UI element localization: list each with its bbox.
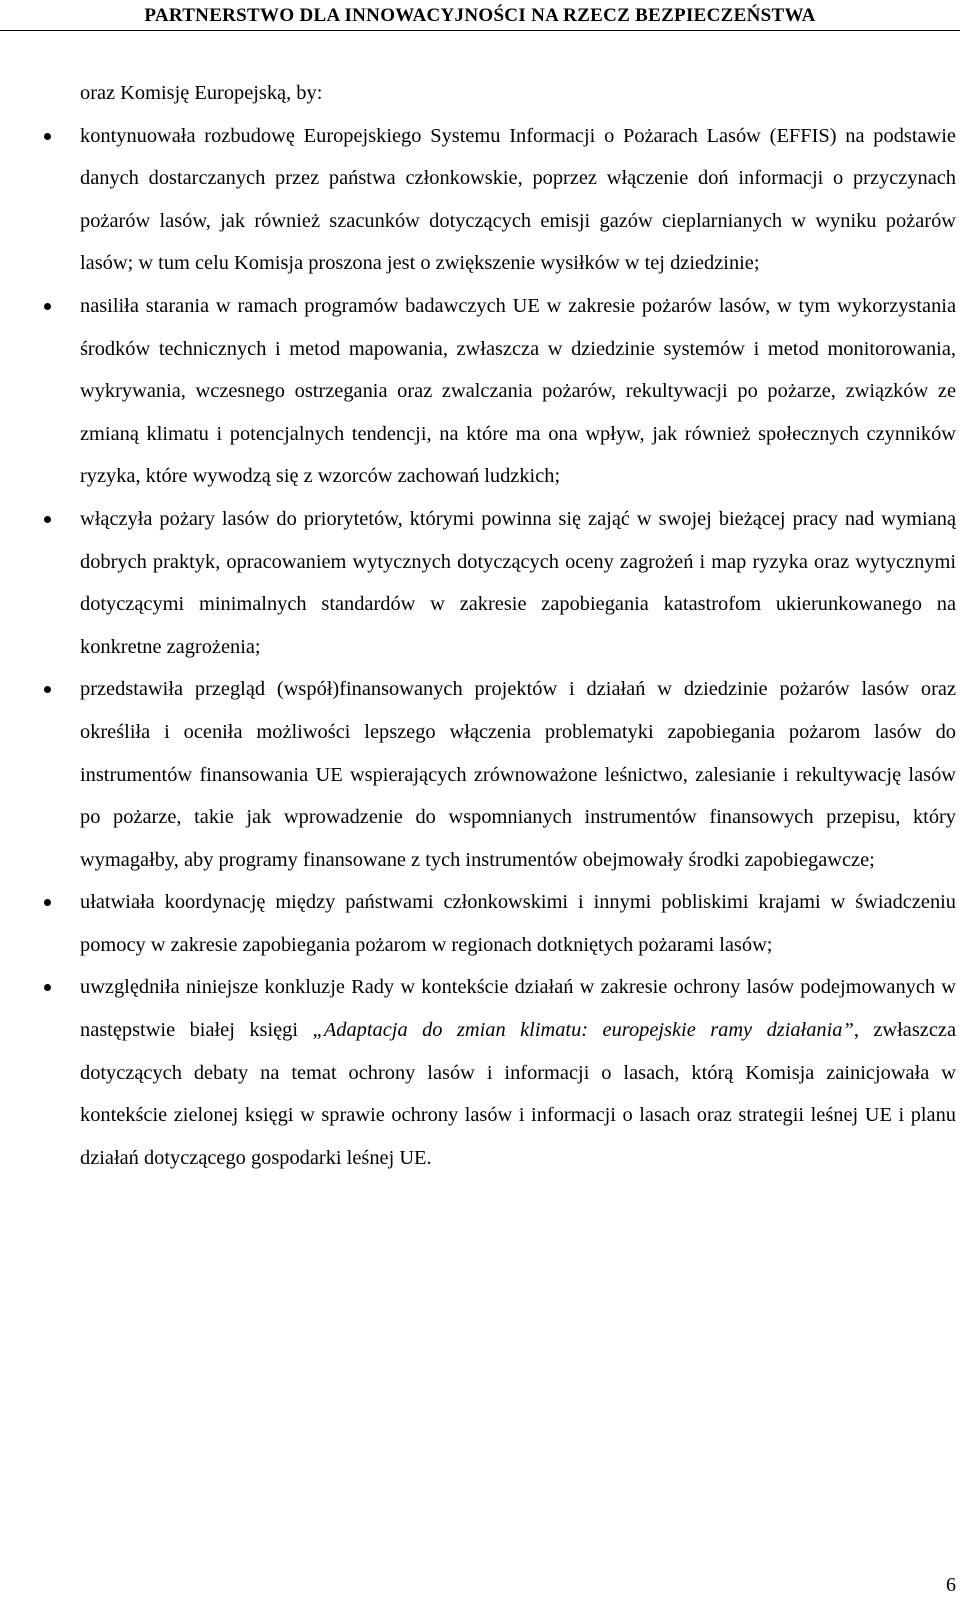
bullet-icon bbox=[44, 133, 51, 140]
list-item bbox=[80, 966, 956, 1179]
list-item bbox=[80, 285, 956, 498]
list-item bbox=[80, 115, 956, 285]
intro-paragraph: oraz Komisję Europejską, by: bbox=[80, 82, 323, 104]
bullet-icon bbox=[44, 686, 51, 693]
document-body bbox=[80, 72, 956, 1179]
list-item-text: włączyła pożary lasów do priorytetów, którymi powinna się zająć w swojej bieżącej pracy nad wymianą dobrych praktyk, opracowaniem wytycznych dotyczących oceny zagrożeń i map ryzyka oraz wytycznymi dotyczącymi minimalnych standardów w zakresie zapobiegania katastrofom ukierunkowanego na konkretne zagrożenia; bbox=[80, 507, 956, 658]
bullet-icon bbox=[44, 516, 51, 523]
list-item-text: przedstawiła przegląd (współ)finansowanych projektów i działań w dziedzinie pożarów lasów oraz określiła i oceniła możliwości lepszego włączenia problematyki zapobiegania pożarom lasów do instrumentów finansowania UE wspierających zrównoważone leśnictwo, zalesianie i rekultywację lasów po pożarze, takie jak wprowadzenie do wspomnianych instrumentów finansowych przepisu, który wymagałby, aby programy finansowane z tych instrumentów obejmowały środki zapobiegawcze; bbox=[80, 678, 956, 871]
book-title: „Adaptacja do zmian klimatu: europejskie ramy działania” bbox=[312, 1019, 854, 1042]
list-item-text-after: , zwłaszcza dotyczących debaty na temat ochrony lasów i informacji o lasach, którą Komisja zainicjowała w kontekście zielonej księgi w sprawie ochrony lasów i informacji o lasach oraz strategii leśnej UE i planu działań dotyczącego gospodarki leśnej UE. bbox=[80, 1019, 956, 1169]
list-item-text: ułatwiała koordynację między państwami członkowskimi i innymi pobliskimi krajami w świadczeniu pomocy w zakresie zapobiegania pożarom w regionach dotkniętych pożarami lasów; bbox=[80, 891, 956, 956]
bullet-list bbox=[80, 115, 956, 1180]
bullet-icon bbox=[44, 899, 51, 906]
page-number: 6 bbox=[946, 1574, 956, 1596]
bullet-icon bbox=[44, 303, 51, 310]
running-header: PARTNERSTWO DLA INNOWACYJNOŚCI NA RZECZ BEZPIECZEŃSTWA bbox=[144, 5, 816, 26]
list-item bbox=[80, 668, 956, 881]
bullet-icon bbox=[44, 984, 51, 991]
list-item-text: kontynuowała rozbudowę Europejskiego Systemu Informacji o Pożarach Lasów (EFFIS) na podstawie danych dostarczanych przez państwa członkowskie, poprzez włączenie doń informacji o przyczynach pożarów lasów, jak również szacunków dotyczących emisji gazów cieplarnianych w wyniku pożarów lasów; w tum celu Komisja proszona jest o zwiększenie wysiłków w tej dziedzinie; bbox=[80, 124, 956, 275]
list-item bbox=[80, 881, 956, 966]
header-divider bbox=[0, 30, 960, 31]
list-item-text: nasiliła starania w ramach programów badawczych UE w zakresie pożarów lasów, w tym wykorzystania środków technicznych i metod mapowania, zwłaszcza w dziedzinie systemów i metod monitorowania, wykrywania, wczesnego ostrzegania oraz zwalczania pożarów, rekultywacji po pożarze, związków ze zmianą klimatu i potencjalnych tendencji, na które ma ona wpływ, jak również społecznych czynników ryzyka, które wywodzą się z wzorców zachowań ludzkich; bbox=[80, 294, 956, 488]
list-item bbox=[80, 498, 956, 668]
list-item-text-before: uwzględniła niniejsze konkluzje Rady w kontekście działań w zakresie ochrony lasów podejmowanych w następstwie białej księgi bbox=[80, 976, 956, 1042]
